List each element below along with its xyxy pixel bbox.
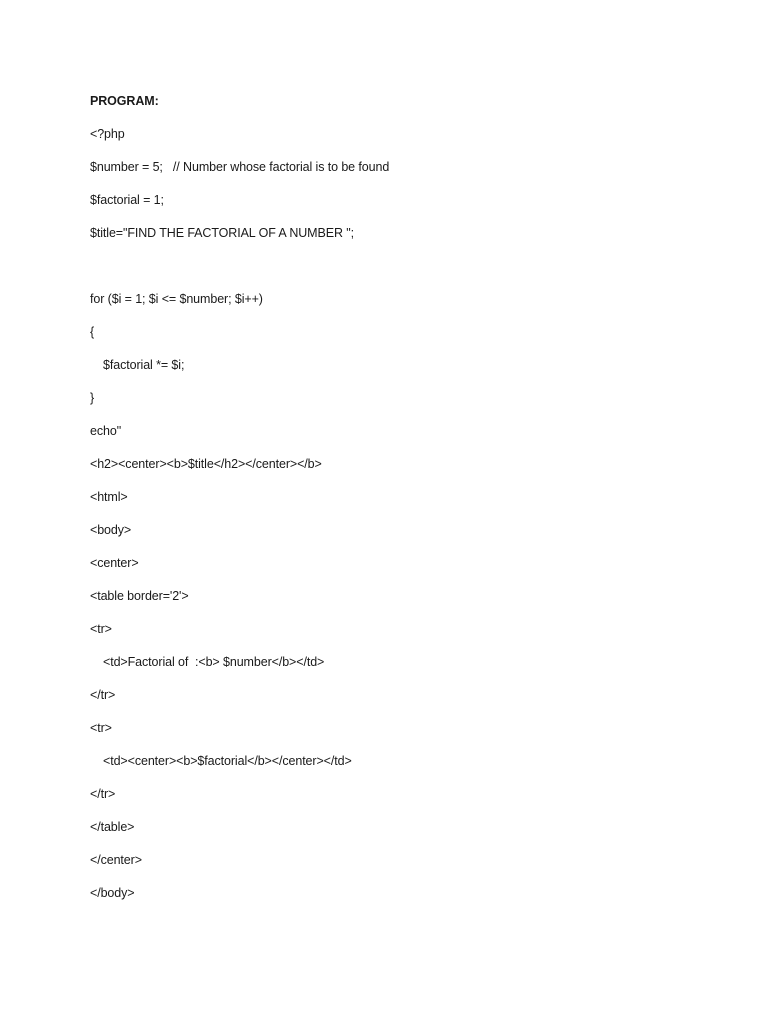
code-line: <table border='2'> [90,589,189,603]
code-line: <tr> [90,721,112,735]
code-line: </table> [90,820,135,834]
code-line: </body> [90,886,135,900]
code-line: <center> [90,556,139,570]
code-line: <td><center><b>$factorial</b></center></td> [103,754,352,768]
code-line: </tr> [90,688,116,702]
program-heading: PROGRAM: [90,94,159,108]
code-line: } [90,391,95,405]
code-line: for ($i = 1; $i <= $number; $i++) [90,292,263,306]
code-line: $factorial *= $i; [103,358,185,372]
code-line: </center> [90,853,142,867]
blank-line [90,258,710,291]
code-line: <tr> [90,622,112,636]
code-line: $factorial = 1; [90,193,164,207]
code-line: echo" [90,424,122,438]
code-line: $title="FIND THE FACTORIAL OF A NUMBER "; [90,226,354,240]
code-line: <html> [90,490,128,504]
code-line: $number = 5; // Number whose factorial is to be found [90,160,390,174]
program-listing [90,93,710,918]
code-line: <td>Factorial of :<b> $number</b></td> [103,655,325,669]
code-line: <body> [90,523,132,537]
code-line: </tr> [90,787,116,801]
code-line: { [90,325,95,339]
code-line: <h2><center><b>$title</h2></center></b> [90,457,322,471]
code-line: <?php [90,127,125,141]
